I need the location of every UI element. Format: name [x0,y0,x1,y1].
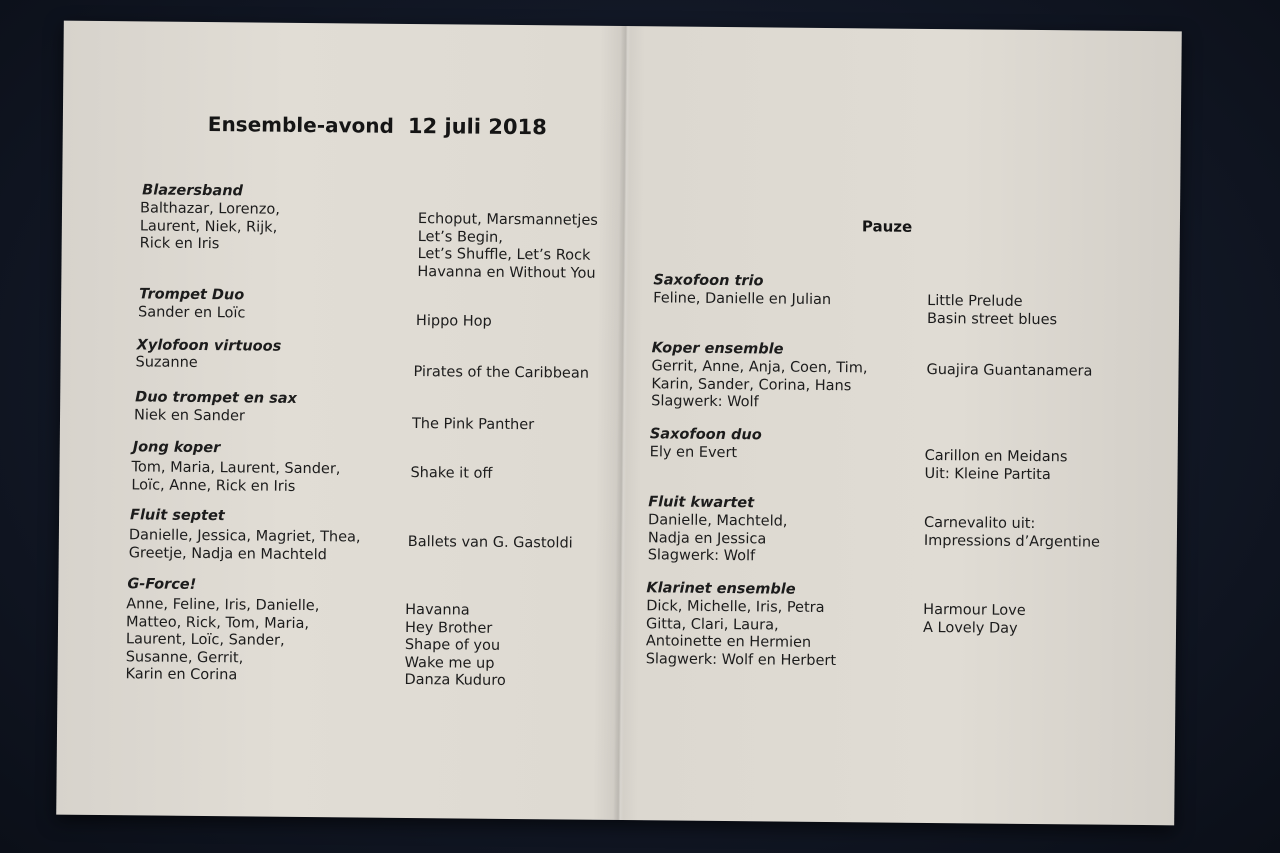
member-line: Greetje, Nadja en Machteld [128,544,327,563]
ensemble-pieces [408,534,573,553]
piece-line: Hey Brother [404,619,493,637]
ensemble-name: G-Force! [127,576,197,593]
piece-line: Danza Kuduro [404,671,506,689]
member-line: Niek en Sander [133,407,246,425]
member-line: Laurent, Niek, Rijk, [139,217,278,236]
ensemble-name: Blazersband [142,182,244,200]
member-line: Suzanne [135,354,198,371]
title-text: Ensemble-avond [207,112,395,138]
ensemble-pieces [412,416,534,435]
ensemble-pieces [927,293,1057,329]
ensemble-members [131,459,340,496]
piece-line: Pirates of the Caribbean [413,364,590,382]
ensemble-members [134,407,245,426]
ensemble-pieces [926,362,1092,381]
member-line: Sander en Loïc [137,304,246,322]
member-line: Danielle, Machteld, [647,512,788,530]
piece-line: Carillon en Meidans [924,447,1068,466]
ensemble-members [653,290,831,309]
piece-line: Harmour Love [923,601,1026,619]
member-line: Dick, Michelle, Iris, Petra [646,598,825,616]
ensemble-name: Duo trompet en sax [135,389,297,407]
piece-line: Ballets van G. Gastoldi [407,533,573,552]
ensemble-name: Fluit kwartet [648,494,755,512]
piece-line: Wake me up [404,654,495,672]
program-title [208,112,547,139]
piece-line: Havanna [405,601,470,619]
member-line: Feline, Danielle en Julian [653,290,832,309]
piece-line: The Pink Panther [411,416,535,434]
ensemble-members [135,354,197,372]
ensemble-name: Saxofoon duo [649,426,762,444]
ensemble-name: Fluit septet [130,507,225,525]
member-line: Antoinette en Hermien [645,633,812,651]
ensemble-name: Trompet Duo [139,286,245,304]
page-fold [613,26,631,820]
piece-line: Basin street blues [926,310,1058,328]
ensemble-name: Klarinet ensemble [646,580,796,598]
piece-line: Shake it off [410,465,493,482]
member-line: Tom, Maria, Laurent, Sander, [131,459,341,478]
ensemble-members [650,444,738,462]
member-line: Matteo, Rick, Tom, Maria, [125,613,310,632]
member-line: Ely en Evert [649,444,738,462]
piece-line: Guajira Guantanamera [926,361,1093,380]
ensemble-name: Jong koper [132,439,221,457]
ensemble-members [138,304,246,323]
piece-line: Havanna en Without You [417,263,596,282]
ensemble-members [140,200,280,254]
member-line: Slagwerk: Wolf en Herbert [645,650,837,669]
ensemble-pieces [417,211,598,283]
member-line: Karin en Corina [125,666,238,684]
ensemble-members [651,358,867,413]
member-line: Slagwerk: Wolf [647,547,756,565]
ensemble-name: Saxofoon trio [653,272,764,290]
member-line: Rick en Iris [139,235,220,253]
member-line: Loïc, Anne, Rick en Iris [131,476,296,495]
member-line: Nadja en Jessica [647,529,767,547]
member-line: Gitta, Clari, Laura, [645,615,779,634]
piece-line: Hippo Hop [415,313,492,330]
member-line: Laurent, Loïc, Sander, [125,631,285,649]
ensemble-name: Xylofoon virtuoos [136,337,282,355]
ensemble-members [125,596,319,685]
piece-line: Shape of you [404,636,501,654]
member-line: Balthazar, Lorenzo, [139,200,280,218]
ensemble-pieces [923,602,1026,638]
piece-line: Let’s Shuffle, Let’s Rock [417,246,591,264]
ensemble-pieces [924,515,1100,552]
piece-line: Carnevalito uit: [923,514,1036,533]
piece-line: Uit: Kleine Partita [924,465,1051,483]
ensemble-members [648,512,788,566]
piece-line: Echoput, Marsmannetjes [417,211,598,229]
ensemble-members [646,598,837,670]
program-booklet [56,21,1182,826]
piece-line: A Lovely Day [922,619,1018,637]
ensemble-pieces [404,602,506,690]
ensemble-pieces [924,448,1067,484]
title-date: 12 juli 2018 [407,113,547,140]
member-line: Anne, Feline, Iris, Danielle, [126,596,320,615]
piece-line: Let’s Begin, [417,228,503,246]
member-line: Danielle, Jessica, Magriet, Thea, [128,527,361,546]
member-line: Gerrit, Anne, Anja, Coen, Tim, [651,358,868,377]
member-line: Slagwerk: Wolf [651,393,759,411]
member-line: Karin, Sander, Corina, Hans [651,375,852,394]
ensemble-name: Koper ensemble [651,340,784,358]
member-line: Susanne, Gerrit, [125,648,244,666]
piece-line: Impressions d’Argentine [923,532,1101,551]
ensemble-pieces [413,364,589,383]
pauze-label: Pauze [861,217,913,236]
piece-line: Little Prelude [927,292,1023,310]
ensemble-pieces [416,313,492,331]
ensemble-pieces [410,465,492,483]
ensemble-members [129,527,361,564]
